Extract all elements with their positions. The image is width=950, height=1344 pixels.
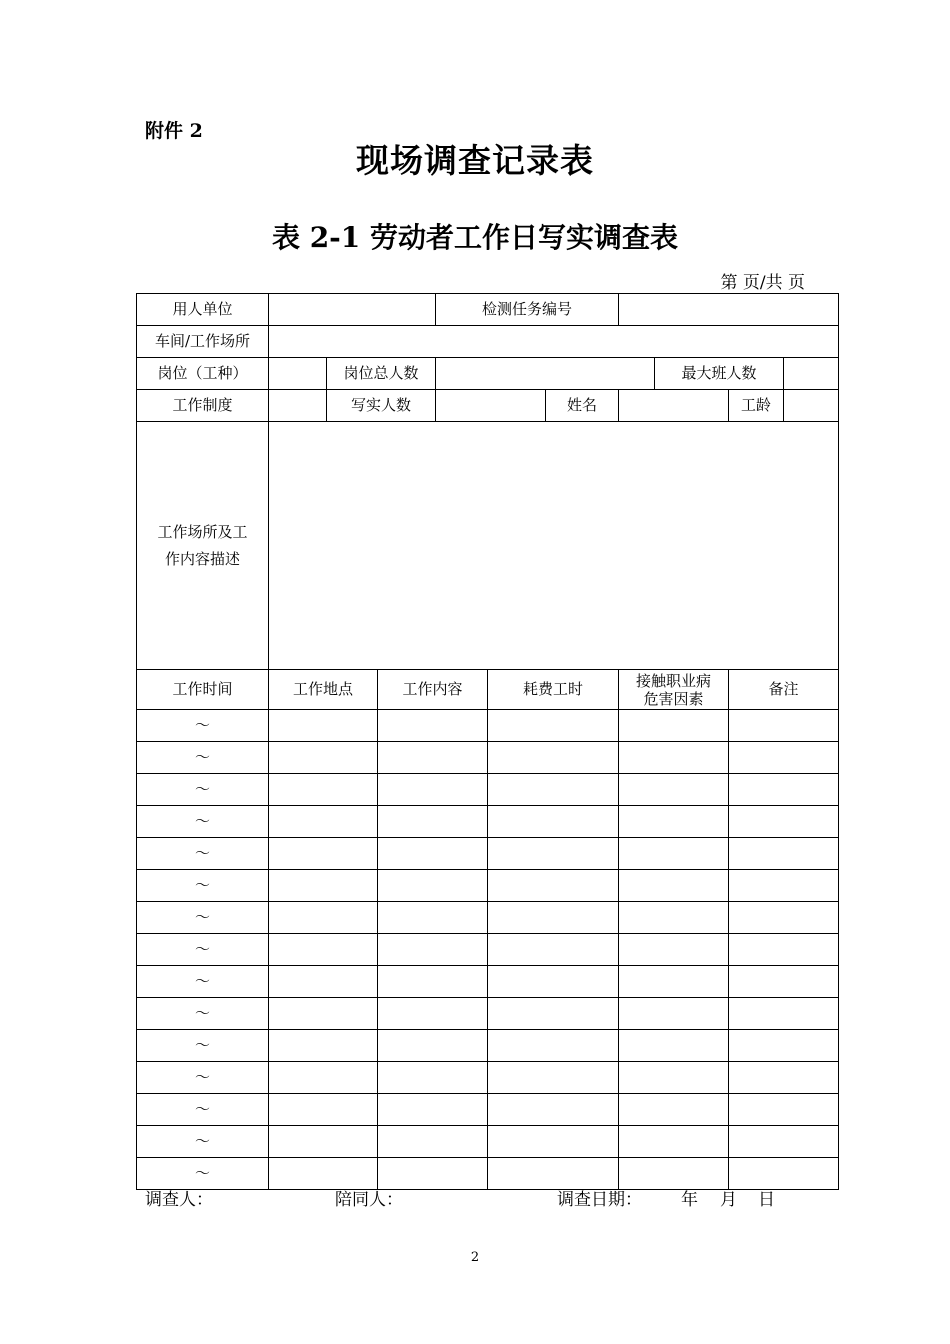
work-system-label: 工作制度 xyxy=(137,390,269,422)
info-row-position xyxy=(137,358,839,390)
position-label: 岗位（工种） xyxy=(137,358,269,390)
log-time-cell[interactable]: ～ xyxy=(137,1158,269,1190)
log-time-cell[interactable]: ～ xyxy=(137,870,269,902)
log-row xyxy=(137,966,839,998)
log-hours-cell[interactable] xyxy=(488,742,619,774)
log-remarks-cell[interactable] xyxy=(729,806,839,838)
log-content-cell[interactable] xyxy=(378,934,488,966)
log-location-cell[interactable] xyxy=(269,806,378,838)
description-row xyxy=(137,422,839,670)
date-year-label: 年 xyxy=(681,1190,698,1210)
header-hazards xyxy=(619,670,729,710)
log-hours-cell[interactable] xyxy=(488,838,619,870)
log-remarks-cell[interactable] xyxy=(729,870,839,902)
log-row xyxy=(137,1062,839,1094)
log-hours-cell[interactable] xyxy=(488,1126,619,1158)
log-remarks-cell[interactable] xyxy=(729,774,839,806)
date-day-label: 日 xyxy=(758,1190,775,1210)
log-remarks-cell[interactable] xyxy=(729,934,839,966)
log-location-cell[interactable] xyxy=(269,934,378,966)
table-title: 表 2-1 劳动者工作日写实调查表 xyxy=(271,221,679,254)
log-time-cell[interactable]: ～ xyxy=(137,1062,269,1094)
description-field[interactable] xyxy=(269,422,839,670)
seniority-field[interactable] xyxy=(784,390,839,422)
log-row xyxy=(137,1126,839,1158)
log-hazards-cell[interactable] xyxy=(619,742,729,774)
info-row-work-system xyxy=(137,390,839,422)
log-remarks-cell[interactable] xyxy=(729,1126,839,1158)
log-location-cell[interactable] xyxy=(269,1030,378,1062)
log-hazards-cell[interactable] xyxy=(619,902,729,934)
log-remarks-cell[interactable] xyxy=(729,1094,839,1126)
description-label-line1: 工作场所及工 xyxy=(157,522,248,541)
log-hazards-cell[interactable] xyxy=(619,1062,729,1094)
header-work-hours: 耗费工时 xyxy=(488,670,619,710)
header-work-location: 工作地点 xyxy=(269,670,378,710)
log-hazards-cell[interactable] xyxy=(619,966,729,998)
workshop-label: 车间/工作场所 xyxy=(137,326,269,358)
log-time-cell[interactable]: ～ xyxy=(137,1094,269,1126)
log-time-cell[interactable]: ～ xyxy=(137,710,269,742)
log-content-cell[interactable] xyxy=(378,966,488,998)
log-row xyxy=(137,902,839,934)
log-remarks-cell[interactable] xyxy=(729,838,839,870)
log-content-cell[interactable] xyxy=(378,870,488,902)
log-content-cell[interactable] xyxy=(378,998,488,1030)
log-time-cell[interactable]: ～ xyxy=(137,998,269,1030)
log-hours-cell[interactable] xyxy=(488,774,619,806)
log-location-cell[interactable] xyxy=(269,966,378,998)
header-work-content: 工作内容 xyxy=(378,670,488,710)
name-field[interactable] xyxy=(619,390,729,422)
log-content-cell[interactable] xyxy=(378,838,488,870)
log-location-cell[interactable] xyxy=(269,742,378,774)
log-location-cell[interactable] xyxy=(269,838,378,870)
log-hazards-cell[interactable] xyxy=(619,806,729,838)
log-hours-cell[interactable] xyxy=(488,806,619,838)
document-title: 现场调查记录表 xyxy=(356,141,594,180)
log-row xyxy=(137,1094,839,1126)
log-time-cell[interactable]: ～ xyxy=(137,1030,269,1062)
log-time-cell[interactable]: ～ xyxy=(137,902,269,934)
position-total-label: 岗位总人数 xyxy=(327,358,436,390)
log-time-cell[interactable]: ～ xyxy=(137,774,269,806)
log-location-cell[interactable] xyxy=(269,710,378,742)
log-content-cell[interactable] xyxy=(378,806,488,838)
log-hours-cell[interactable] xyxy=(488,966,619,998)
log-content-cell[interactable] xyxy=(378,742,488,774)
log-location-cell[interactable] xyxy=(269,1094,378,1126)
date-month-label: 月 xyxy=(720,1190,737,1210)
log-row xyxy=(137,742,839,774)
log-time-cell[interactable]: ～ xyxy=(137,934,269,966)
page-count: 第 页/共 页 xyxy=(720,273,805,293)
task-number-field[interactable] xyxy=(619,294,839,326)
log-hours-cell[interactable] xyxy=(488,934,619,966)
log-content-cell[interactable] xyxy=(378,710,488,742)
log-remarks-cell[interactable] xyxy=(729,1158,839,1190)
log-hours-cell[interactable] xyxy=(488,1030,619,1062)
log-location-cell[interactable] xyxy=(269,1062,378,1094)
log-hours-cell[interactable] xyxy=(488,1062,619,1094)
survey-table xyxy=(136,293,839,1190)
survey-date-label: 调查日期： xyxy=(557,1190,642,1210)
log-hazards-cell[interactable] xyxy=(619,710,729,742)
name-label: 姓名 xyxy=(546,390,619,422)
log-hazards-cell[interactable] xyxy=(619,838,729,870)
position-field[interactable] xyxy=(269,358,327,390)
header-remarks: 备注 xyxy=(729,670,839,710)
log-location-cell[interactable] xyxy=(269,1126,378,1158)
log-row xyxy=(137,870,839,902)
log-content-cell[interactable] xyxy=(378,774,488,806)
survey-form xyxy=(136,293,817,1190)
task-number-label: 检测任务编号 xyxy=(436,294,619,326)
log-hazards-cell[interactable] xyxy=(619,1126,729,1158)
max-shift-field[interactable] xyxy=(784,358,839,390)
log-hazards-cell[interactable] xyxy=(619,998,729,1030)
log-remarks-cell[interactable] xyxy=(729,1030,839,1062)
log-hours-cell[interactable] xyxy=(488,902,619,934)
log-location-cell[interactable] xyxy=(269,870,378,902)
description-label-line2: 作内容描述 xyxy=(164,549,240,568)
log-location-cell[interactable] xyxy=(269,998,378,1030)
log-content-cell[interactable] xyxy=(378,1094,488,1126)
log-remarks-cell[interactable] xyxy=(729,966,839,998)
log-row xyxy=(137,998,839,1030)
log-hazards-cell[interactable] xyxy=(619,934,729,966)
log-content-cell[interactable] xyxy=(378,902,488,934)
log-location-cell[interactable] xyxy=(269,774,378,806)
position-total-field[interactable] xyxy=(436,358,655,390)
investigator-label: 调查人： xyxy=(145,1190,213,1210)
work-system-field[interactable] xyxy=(269,390,327,422)
companion-label: 陪同人： xyxy=(335,1190,403,1210)
recorded-count-field[interactable] xyxy=(436,390,546,422)
log-hazards-cell[interactable] xyxy=(619,1094,729,1126)
workshop-field[interactable] xyxy=(269,326,839,358)
log-row xyxy=(137,934,839,966)
log-remarks-cell[interactable] xyxy=(729,710,839,742)
description-label xyxy=(137,422,269,670)
log-hours-cell[interactable] xyxy=(488,1094,619,1126)
log-hazards-cell[interactable] xyxy=(619,774,729,806)
log-content-cell[interactable] xyxy=(378,1030,488,1062)
log-time-cell[interactable]: ～ xyxy=(137,806,269,838)
header-work-time: 工作时间 xyxy=(137,670,269,710)
employer-label: 用人单位 xyxy=(137,294,269,326)
log-time-cell[interactable]: ～ xyxy=(137,742,269,774)
info-row-employer xyxy=(137,294,839,326)
log-row xyxy=(137,774,839,806)
log-remarks-cell[interactable] xyxy=(729,742,839,774)
log-hours-cell[interactable] xyxy=(488,998,619,1030)
log-row xyxy=(137,806,839,838)
log-hours-cell[interactable] xyxy=(488,870,619,902)
header-hazards-line2: 危害因素 xyxy=(643,689,704,708)
log-header-row xyxy=(137,670,839,710)
log-row xyxy=(137,1030,839,1062)
log-hazards-cell[interactable] xyxy=(619,1030,729,1062)
log-time-cell[interactable]: ～ xyxy=(137,1126,269,1158)
log-remarks-cell[interactable] xyxy=(729,1062,839,1094)
attachment-label: 附件 2 xyxy=(145,120,203,142)
log-content-cell[interactable] xyxy=(378,1126,488,1158)
recorded-count-label: 写实人数 xyxy=(327,390,436,422)
log-location-cell[interactable] xyxy=(269,902,378,934)
employer-field[interactable] xyxy=(269,294,436,326)
seniority-label: 工龄 xyxy=(729,390,784,422)
header-hazards-line1: 接触职业病 xyxy=(636,671,712,690)
log-hours-cell[interactable] xyxy=(488,710,619,742)
log-row xyxy=(137,710,839,742)
page-number: 2 xyxy=(470,1250,480,1265)
max-shift-label: 最大班人数 xyxy=(655,358,784,390)
info-row-workshop xyxy=(137,326,839,358)
log-content-cell[interactable] xyxy=(378,1062,488,1094)
log-time-cell[interactable]: ～ xyxy=(137,966,269,998)
log-hazards-cell[interactable] xyxy=(619,870,729,902)
log-time-cell[interactable]: ～ xyxy=(137,838,269,870)
log-remarks-cell[interactable] xyxy=(729,902,839,934)
log-row xyxy=(137,838,839,870)
log-remarks-cell[interactable] xyxy=(729,998,839,1030)
